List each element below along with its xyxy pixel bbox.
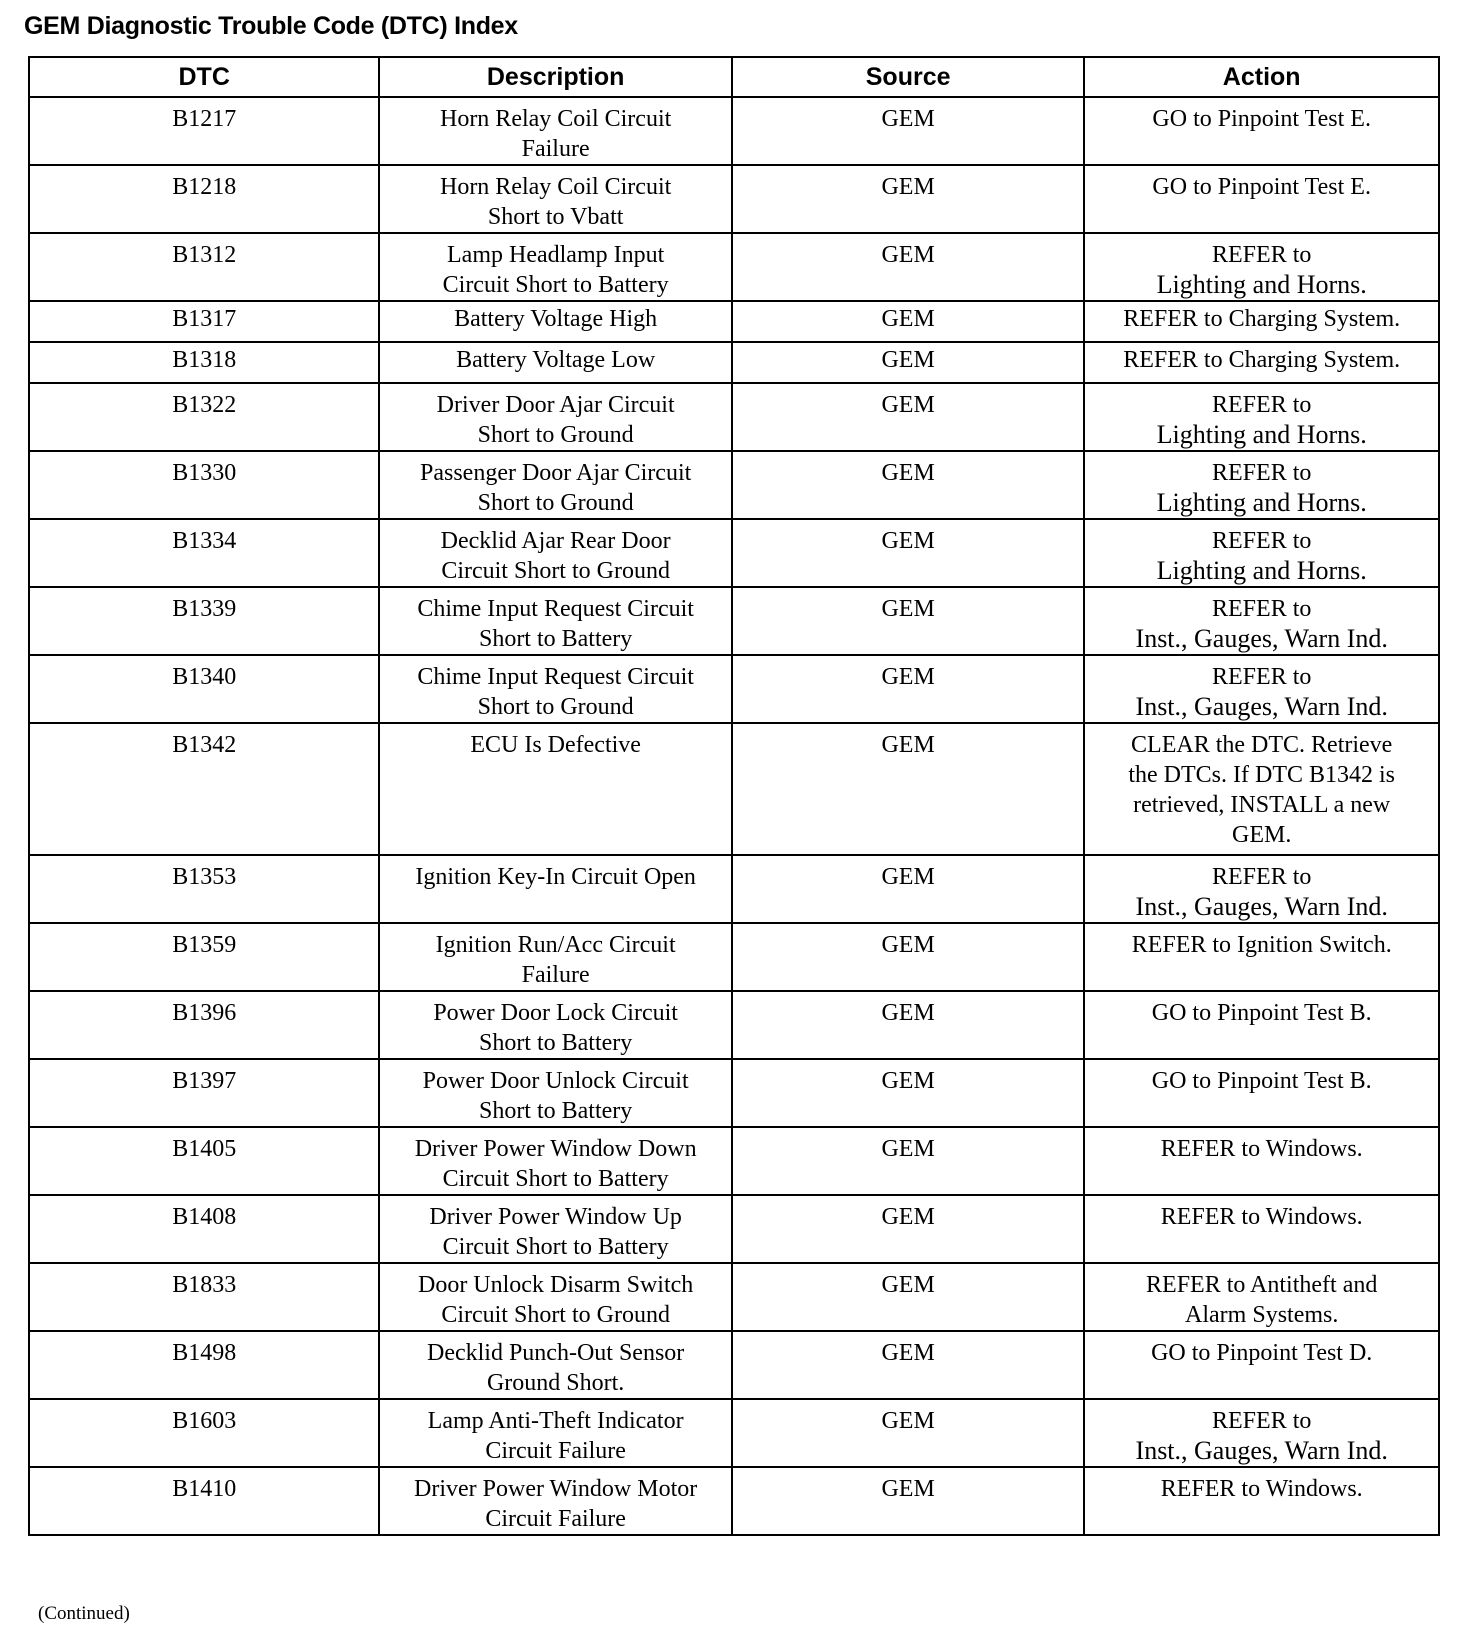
cell-description — [379, 1331, 732, 1399]
cell-dtc: B1334 — [29, 519, 379, 587]
cell-source: GEM — [732, 1059, 1085, 1127]
cell-description — [379, 1263, 732, 1331]
cell-action — [1084, 97, 1439, 165]
cell-action — [1084, 383, 1439, 451]
cell-dtc: B1410 — [29, 1467, 379, 1535]
table-row — [29, 855, 1439, 923]
cell-dtc: B1217 — [29, 97, 379, 165]
cell-source: GEM — [732, 1399, 1085, 1467]
cell-action — [1084, 1195, 1439, 1263]
table-row — [29, 233, 1439, 301]
cell-action — [1084, 233, 1439, 301]
cell-dtc: B1340 — [29, 655, 379, 723]
action-line: REFER to — [1212, 528, 1312, 554]
cell-description — [379, 991, 732, 1059]
action-line: REFER to Windows. — [1160, 1204, 1363, 1230]
cell-source: GEM — [732, 342, 1085, 383]
cell-source: GEM — [732, 1263, 1085, 1331]
table-row — [29, 1059, 1439, 1127]
action-line: REFER to — [1212, 864, 1312, 890]
cell-source: GEM — [732, 1467, 1085, 1535]
cell-action — [1084, 587, 1439, 655]
action-line: the DTCs. If DTC B1342 is — [1128, 762, 1396, 788]
description-line: Ignition Key-In Circuit Open — [415, 864, 696, 890]
description-line: Failure — [521, 136, 590, 162]
column-header-description: Description — [379, 57, 732, 97]
action-line: retrieved, INSTALL a new — [1133, 792, 1391, 818]
cell-dtc: B1359 — [29, 923, 379, 991]
cell-action — [1084, 1399, 1439, 1467]
description-line: Circuit Short to Ground — [441, 1302, 670, 1328]
description-line: Failure — [521, 962, 590, 988]
action-line: Inst., Gauges, Warn Ind. — [1135, 692, 1388, 721]
action-line: REFER to — [1212, 1408, 1312, 1434]
description-line: Circuit Short to Ground — [441, 558, 670, 584]
table-row — [29, 519, 1439, 587]
action-line: REFER to Antitheft and — [1146, 1272, 1378, 1298]
dtc-index-table — [28, 56, 1440, 1536]
description-line: Lamp Anti-Theft Indicator — [427, 1408, 684, 1434]
description-line: Short to Ground — [477, 490, 634, 516]
description-line: Lamp Headlamp Input — [447, 242, 665, 268]
action-line: Lighting and Horns. — [1156, 270, 1367, 299]
table-row — [29, 451, 1439, 519]
cell-action — [1084, 1263, 1439, 1331]
table-row — [29, 383, 1439, 451]
cell-source: GEM — [732, 165, 1085, 233]
action-line: REFER to Charging System. — [1123, 306, 1401, 332]
cell-description — [379, 1059, 732, 1127]
cell-description — [379, 855, 732, 923]
description-line: Chime Input Request Circuit — [417, 664, 694, 690]
action-line: CLEAR the DTC. Retrieve — [1131, 732, 1393, 758]
cell-action — [1084, 655, 1439, 723]
cell-source: GEM — [732, 383, 1085, 451]
description-line: Battery Voltage Low — [456, 347, 656, 373]
table-row — [29, 723, 1439, 855]
cell-action — [1084, 1127, 1439, 1195]
action-line: Alarm Systems. — [1185, 1302, 1339, 1328]
cell-action — [1084, 519, 1439, 587]
cell-description — [379, 233, 732, 301]
table-row — [29, 655, 1439, 723]
action-line: REFER to — [1212, 460, 1312, 486]
cell-source: GEM — [732, 97, 1085, 165]
cell-description — [379, 519, 732, 587]
cell-description — [379, 587, 732, 655]
action-line: REFER to — [1212, 664, 1312, 690]
table-body — [29, 97, 1439, 1535]
table-row — [29, 923, 1439, 991]
column-header-source: Source — [732, 57, 1085, 97]
table-row — [29, 342, 1439, 383]
description-line: Horn Relay Coil Circuit — [439, 174, 672, 200]
action-line: REFER to Windows. — [1160, 1476, 1363, 1502]
cell-dtc: B1322 — [29, 383, 379, 451]
cell-source: GEM — [732, 723, 1085, 855]
cell-dtc: B1405 — [29, 1127, 379, 1195]
table-row — [29, 1263, 1439, 1331]
action-line: REFER to — [1212, 392, 1312, 418]
cell-description — [379, 97, 732, 165]
cell-source: GEM — [732, 587, 1085, 655]
cell-dtc: B1317 — [29, 301, 379, 342]
cell-dtc: B1397 — [29, 1059, 379, 1127]
action-line: Inst., Gauges, Warn Ind. — [1135, 624, 1388, 653]
action-line: GO to Pinpoint Test B. — [1151, 1000, 1372, 1026]
action-line: GO to Pinpoint Test E. — [1152, 174, 1371, 200]
table-header-row — [29, 57, 1439, 97]
cell-action — [1084, 301, 1439, 342]
column-header-dtc: DTC — [29, 57, 379, 97]
cell-dtc: B1339 — [29, 587, 379, 655]
table-row — [29, 1467, 1439, 1535]
column-header-action: Action — [1084, 57, 1439, 97]
description-line: Circuit Short to Battery — [442, 1234, 669, 1260]
cell-action — [1084, 342, 1439, 383]
action-line: REFER to Windows. — [1160, 1136, 1363, 1162]
action-line: REFER to Charging System. — [1123, 347, 1401, 373]
description-line: Circuit Failure — [485, 1506, 626, 1532]
cell-dtc: B1353 — [29, 855, 379, 923]
continued-note: (Continued) — [38, 1603, 130, 1624]
description-line: Driver Power Window Motor — [414, 1476, 698, 1502]
cell-action — [1084, 723, 1439, 855]
description-line: Ground Short. — [486, 1370, 625, 1396]
cell-dtc: B1312 — [29, 233, 379, 301]
description-line: ECU Is Defective — [470, 732, 641, 758]
description-line: Circuit Failure — [485, 1438, 626, 1464]
action-line: Lighting and Horns. — [1156, 556, 1367, 585]
cell-description — [379, 655, 732, 723]
table-row — [29, 301, 1439, 342]
cell-description — [379, 1399, 732, 1467]
cell-dtc: B1342 — [29, 723, 379, 855]
cell-source: GEM — [732, 233, 1085, 301]
cell-description — [379, 342, 732, 383]
table-row — [29, 1331, 1439, 1399]
cell-description — [379, 1195, 732, 1263]
description-line: Decklid Ajar Rear Door — [440, 528, 671, 554]
cell-description — [379, 723, 732, 855]
description-line: Power Door Lock Circuit — [433, 1000, 678, 1026]
cell-action — [1084, 165, 1439, 233]
cell-dtc: B1396 — [29, 991, 379, 1059]
cell-dtc: B1330 — [29, 451, 379, 519]
cell-source: GEM — [732, 655, 1085, 723]
cell-source: GEM — [732, 301, 1085, 342]
cell-description — [379, 165, 732, 233]
action-line: REFER to — [1212, 596, 1312, 622]
cell-source: GEM — [732, 991, 1085, 1059]
description-line: Decklid Punch-Out Sensor — [426, 1340, 685, 1366]
page-title: GEM Diagnostic Trouble Code (DTC) Index — [24, 12, 518, 40]
description-line: Door Unlock Disarm Switch — [417, 1272, 694, 1298]
description-line: Short to Battery — [478, 626, 633, 652]
cell-action — [1084, 1467, 1439, 1535]
cell-action — [1084, 451, 1439, 519]
cell-action — [1084, 855, 1439, 923]
cell-description — [379, 1127, 732, 1195]
cell-action — [1084, 923, 1439, 991]
cell-dtc: B1498 — [29, 1331, 379, 1399]
cell-source: GEM — [732, 1127, 1085, 1195]
cell-dtc: B1408 — [29, 1195, 379, 1263]
description-line: Driver Power Window Down — [414, 1136, 697, 1162]
table-row — [29, 587, 1439, 655]
cell-dtc: B1318 — [29, 342, 379, 383]
table-row — [29, 1399, 1439, 1467]
cell-dtc: B1833 — [29, 1263, 379, 1331]
cell-description — [379, 451, 732, 519]
cell-action — [1084, 991, 1439, 1059]
description-line: Battery Voltage High — [454, 306, 658, 332]
cell-action — [1084, 1059, 1439, 1127]
description-line: Horn Relay Coil Circuit — [439, 106, 672, 132]
action-line: GEM. — [1232, 822, 1292, 848]
action-line: REFER to Ignition Switch. — [1131, 932, 1392, 958]
action-line: Lighting and Horns. — [1156, 420, 1367, 449]
table-row — [29, 97, 1439, 165]
cell-description — [379, 1467, 732, 1535]
cell-dtc: B1603 — [29, 1399, 379, 1467]
cell-source: GEM — [732, 1195, 1085, 1263]
description-line: Short to Vbatt — [487, 204, 624, 230]
cell-source: GEM — [732, 451, 1085, 519]
description-line: Power Door Unlock Circuit — [422, 1068, 689, 1094]
description-line: Short to Ground — [477, 694, 634, 720]
action-line: Lighting and Horns. — [1156, 488, 1367, 517]
description-line: Short to Battery — [478, 1030, 633, 1056]
table-row — [29, 1195, 1439, 1263]
description-line: Short to Battery — [478, 1098, 633, 1124]
action-line: REFER to — [1212, 242, 1312, 268]
description-line: Short to Ground — [477, 422, 634, 448]
description-line: Ignition Run/Acc Circuit — [435, 932, 676, 958]
action-line: Inst., Gauges, Warn Ind. — [1135, 892, 1388, 921]
description-line: Circuit Short to Battery — [442, 272, 669, 298]
cell-description — [379, 301, 732, 342]
action-line: Inst., Gauges, Warn Ind. — [1135, 1436, 1388, 1465]
description-line: Chime Input Request Circuit — [417, 596, 694, 622]
cell-source: GEM — [732, 855, 1085, 923]
action-line: GO to Pinpoint Test E. — [1152, 106, 1371, 132]
cell-source: GEM — [732, 519, 1085, 587]
cell-dtc: B1218 — [29, 165, 379, 233]
cell-description — [379, 923, 732, 991]
action-line: GO to Pinpoint Test B. — [1151, 1068, 1372, 1094]
description-line: Circuit Short to Battery — [442, 1166, 669, 1192]
description-line: Passenger Door Ajar Circuit — [420, 460, 692, 486]
table-row — [29, 991, 1439, 1059]
cell-source: GEM — [732, 1331, 1085, 1399]
cell-description — [379, 383, 732, 451]
table-row — [29, 1127, 1439, 1195]
cell-action — [1084, 1331, 1439, 1399]
action-line: GO to Pinpoint Test D. — [1151, 1340, 1373, 1366]
description-line: Driver Door Ajar Circuit — [436, 392, 675, 418]
table-row — [29, 165, 1439, 233]
description-line: Driver Power Window Up — [429, 1204, 682, 1230]
cell-source: GEM — [732, 923, 1085, 991]
